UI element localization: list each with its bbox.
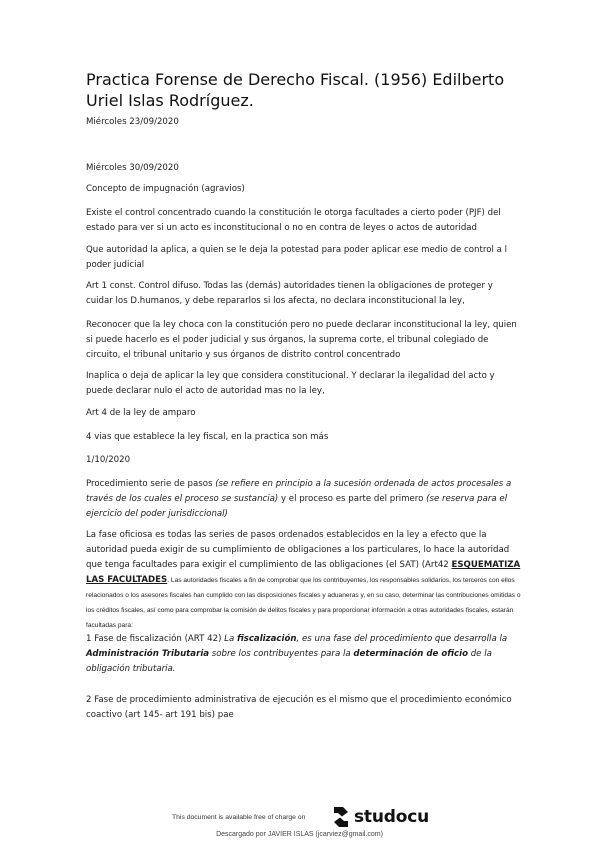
footer — [0, 803, 599, 848]
paragraph: Inaplica o deja de aplicar la ley que considera constitucional. Y declarar la ilegalidad del acto y puede declarar nulo el acto de autoridad mas no la ley, — [86, 371, 495, 396]
text-run: La fase oficiosa es todas las series de pasos ordenados establecidos en la ley a efecto que la autoridad pueda exigir de su cumplimiento de obligaciones a los particulares, lo hace la autoridad que tenga facultades para exigir el cumplimiento de las obligaciones (el SAT) (Art42 — [86, 530, 510, 570]
paragraph: Existe el control concentrado cuando la constitución le otorga facultades a cierto poder (PJF) del estado para ver si un acto es inconstitucional o no en contra de leyes o actos de autoridad — [86, 208, 501, 233]
document-title: Practica Forense de Derecho Fiscal. (1956) Edilberto Uriel Islas Rodríguez. — [86, 70, 505, 110]
paragraph: Art 1 const. Control difuso. Todas las (demás) autoridades tienen la obligaciones de proteger y cuidar los D.humanos, y debe repararlos si los afecta, no declara inconstitucional la ley, — [86, 281, 493, 306]
text-run: 1 Fase de fiscalización (ART 42) — [86, 634, 225, 644]
italic-run: (se reserva para el ejercicio del poder jurisdiccional) — [86, 494, 508, 519]
bold-italic-run: fiscalización — [236, 634, 297, 644]
paragraph: Reconocer que la ley choca con la constitución pero no puede declarar inconstitucional la ley, quien si puede hacerlo es el poder judicial y sus órganos, la suprema corte, el tribunal colegiado de circuito, el tribunal unitario y sus órganos de distrito control concentrado — [86, 320, 517, 360]
quoted-article-run: . Las autoridades fiscales a fin de comprobar que los contribuyentes, los responsables solidarios, los terceros con ellos relacionados o los asesores fiscales han cumplido con las disposiciones fiscales y aduaneras y, en su caso, determinar las contribuciones omitidas o los créditos fiscales, así como para comprobar la comisión de delitos fiscales y para proporcionar información a otras autoridades fiscales, estarán facultadas para: — [86, 577, 521, 629]
date-label: Miércoles 23/09/2020 — [86, 117, 179, 127]
paragraph: Concepto de impugnación (agravios) — [86, 184, 245, 194]
paragraph-procedimiento — [86, 477, 522, 522]
italic-run: La — [224, 634, 237, 644]
paragraph-fase-oficiosa — [86, 528, 522, 633]
italic-run: sobre los contribuyentes para la — [209, 649, 354, 659]
text-run: y el proceso es parte del primero — [278, 494, 427, 504]
paragraph: Art 4 de la ley de amparo — [86, 408, 196, 418]
italic-run: (se refiere en principio a la sucesión ordenada de actos procesales a través de los cuales el proceso se sustancia) — [86, 479, 512, 504]
paragraph: 4 vias que establece la ley fiscal, en la practica son más — [86, 432, 329, 442]
download-credit: Descargado por JAVIER ISLAS (jcarviez@gmail.com) — [216, 831, 383, 838]
bold-italic-run: Administración Tributaria — [86, 649, 210, 659]
paragraph: 2 Fase de procedimiento administrativa de ejecución es el mismo que el procedimiento económico coactivo (art 145- art 191 bis) pae — [86, 695, 512, 720]
studocu-logo[interactable] — [331, 805, 429, 829]
italic-run: , es una fase del procedimiento que desarrolla la — [296, 634, 508, 644]
logo-text: studocu — [354, 807, 429, 827]
studocu-logo-icon — [331, 806, 351, 828]
date-label: Miércoles 30/09/2020 — [86, 163, 179, 173]
date-label: 1/10/2020 — [86, 455, 131, 465]
italic-run: de la obligación tributaria. — [86, 649, 492, 674]
bold-italic-run: determinación de oficio — [353, 649, 468, 659]
underlined-run: ESQUEMATIZA LAS FACULTADES — [86, 560, 521, 585]
paragraph: Que autoridad la aplica, a quien se le deja la potestad para poder aplicar ese medio de control a l poder judicial — [86, 245, 507, 270]
paragraph-fase-1 — [86, 632, 522, 677]
text-run: Procedimiento serie de pasos — [86, 479, 216, 489]
availability-text: This document is available free of charge on — [172, 814, 306, 821]
